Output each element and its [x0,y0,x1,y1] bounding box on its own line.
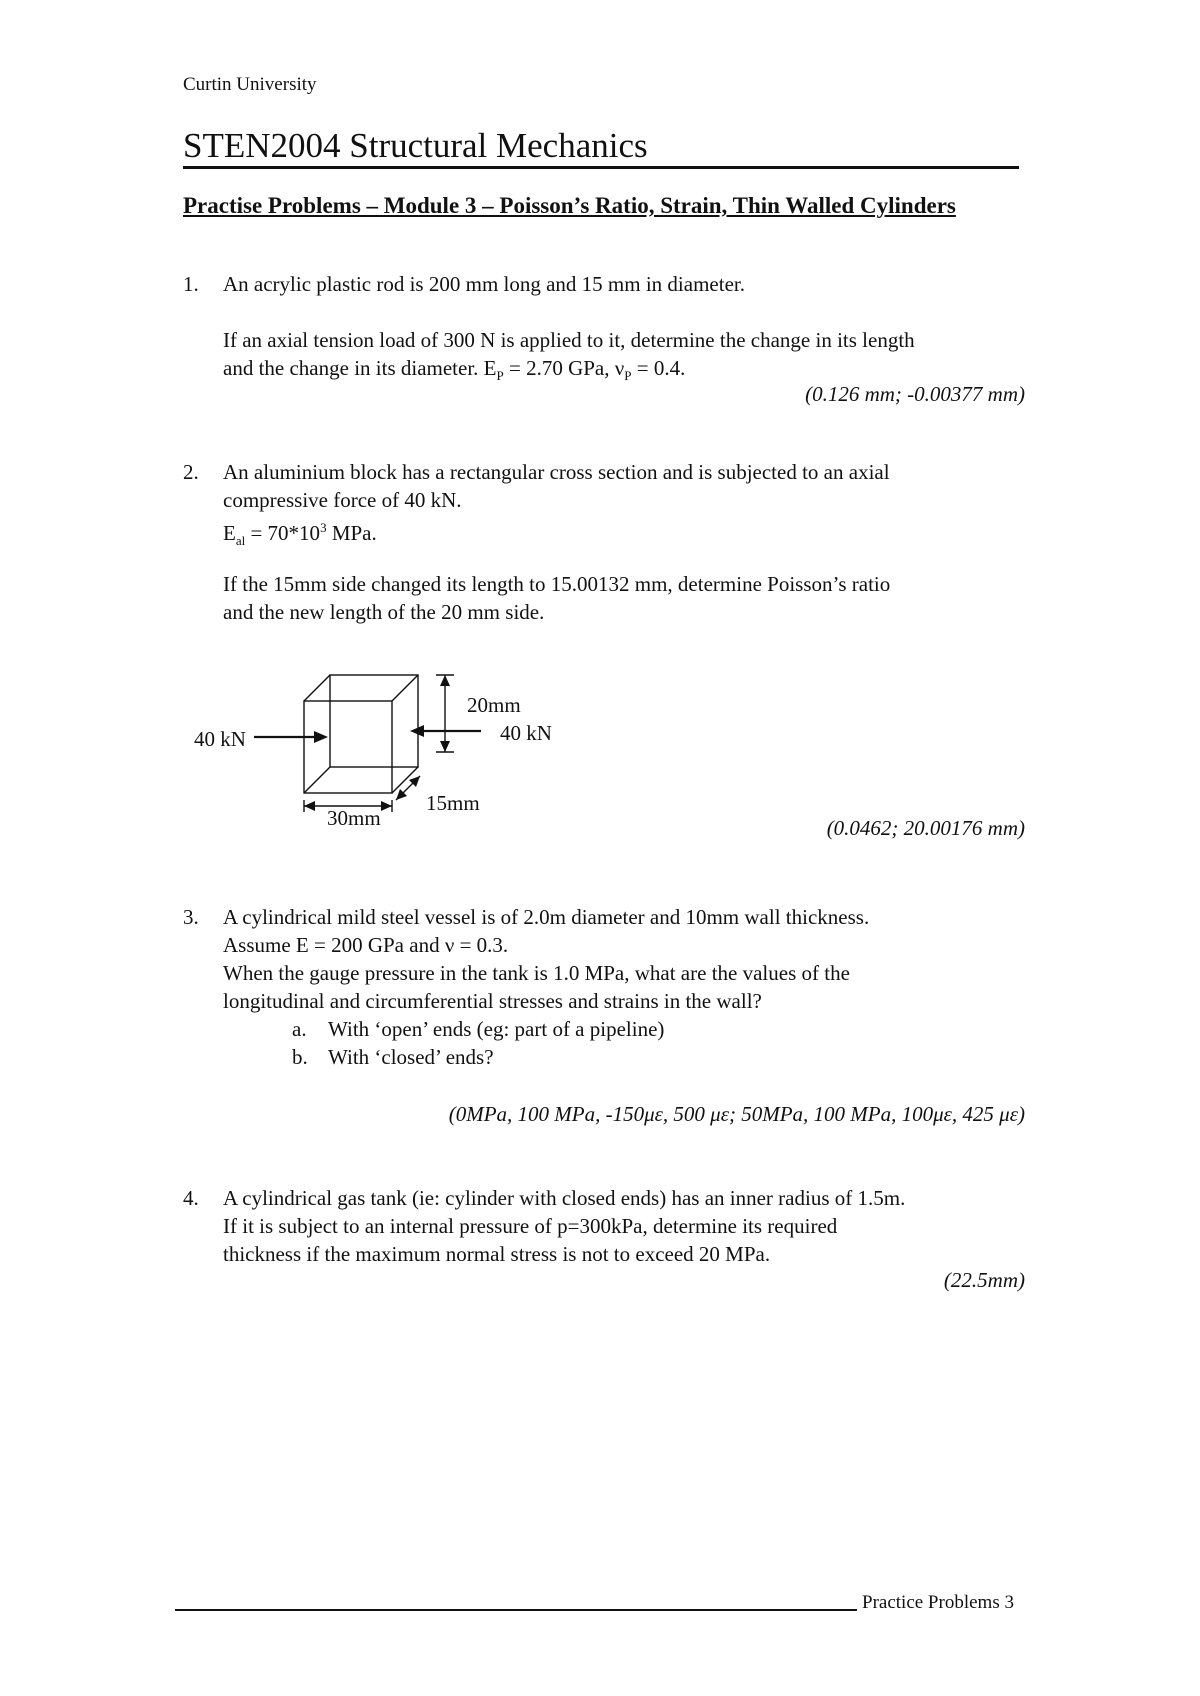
problem-3-sub-b-text: With ‘closed’ ends? [328,1045,494,1069]
problem-4-line-3: thickness if the maximum normal stress is not to exceed 20 MPa. [223,1242,771,1266]
problem-1-line-1: An acrylic plastic rod is 200 mm long and 15 mm in diameter. [223,272,745,296]
problem-3-number: 3. [183,905,199,929]
footer-rule [175,1609,857,1611]
problem-2-line-3: $E_{al} = 70*10^3$ MPa. [223,520,377,549]
problem-4-line-2: If it is subject to an internal pressure of p=300kPa, determine its required [223,1214,838,1238]
problem-2-line-5: and the new length of the 20 mm side. [223,600,545,624]
problem-1-number: 1. [183,272,199,296]
problem-2-line-1: An aluminium block has a rectangular cross section and is subjected to an axial [223,460,890,484]
width-label: 30mm [327,806,381,830]
problem-2-number: 2. [183,460,199,484]
problem-3-sub-a-label: a. [292,1017,307,1041]
footer-page-label: Practice Problems 3 [862,1592,1014,1613]
problem-3-line-4: longitudinal and circumferential stresses and strains in the wall? [223,989,762,1013]
problem-4-line-1: A cylindrical gas tank (ie: cylinder with closed ends) has an inner radius of 1.5m. [223,1186,906,1210]
block-diagram [180,660,600,850]
title-underline [183,166,1019,169]
height-label: 20mm [467,693,521,717]
problem-3-sub-a-text: With ‘open’ ends (eg: part of a pipeline) [328,1017,665,1041]
section-title: Practise Problems – Module 3 – Poisson’s Ratio, Strain, Thin Walled Cylinders [183,193,956,218]
problem-2-line-4: If the 15mm side changed its length to 15.00132 mm, determine Poisson’s ratio [223,572,891,596]
problem-3-answer: (0MPa, 100 MPa, -150με, 500 με; 50MPa, 100 MPa, 100με, 425 με) [448,1102,1025,1126]
problem-3-line-1: A cylindrical mild steel vessel is of 2.0m diameter and 10mm wall thickness. [223,905,870,929]
right-load-label: 40 kN [500,721,552,745]
problem-1-line-2: If an axial tension load of 300 N is applied to it, determine the change in its length [223,328,915,352]
problem-4-answer: (22.5mm) [943,1268,1025,1292]
problem-2-line-2: compressive force of 40 kN. [223,488,462,512]
problem-2-answer: (0.0462; 20.00176 mm) [826,816,1025,840]
problem-1-line-3: and the change in its diameter. $E_P = 2.70$ GPa, $\nu_P = 0.4$. [223,356,686,384]
left-load-label: 40 kN [194,727,246,751]
problem-1-answer: (0.126 mm; -0.00377 mm) [805,382,1025,406]
course-title: STEN2004 Structural Mechanics [183,126,648,165]
depth-label: 15mm [426,791,480,815]
problem-3-sub-b-label: b. [292,1045,308,1069]
university-header: Curtin University [183,74,317,95]
problem-3-line-3: When the gauge pressure in the tank is 1.0 MPa, what are the values of the [223,961,850,985]
problem-3-line-2: Assume E = 200 GPa and ν = 0.3. [223,933,509,957]
problem-4-number: 4. [183,1186,199,1210]
